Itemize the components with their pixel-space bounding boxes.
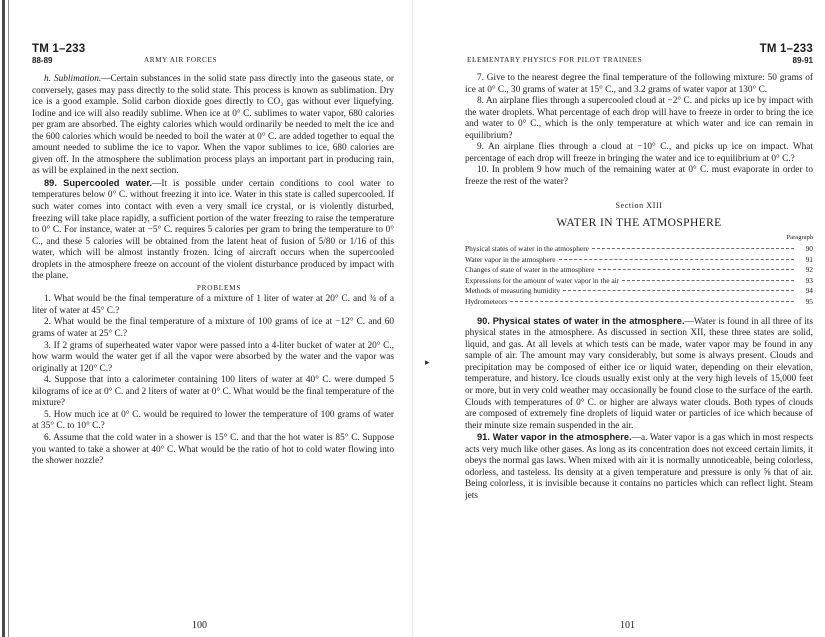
toc-row <box>465 244 813 255</box>
problem-item: 10. In problem 9 how much of the remaining water at 0° C. must evaporate in order to freeze the rest of the water? <box>465 165 813 187</box>
problem-item: 8. An airplane flies through a supercooled cloud at −2° C. and picks up ice by impact with the water droplets. What percentage of each drop will have to freeze in order to bring the ice and water to 0° C., which is the only temperature at which water and ice can remain in equilibrium? <box>465 96 813 141</box>
problem-item: 9. An airplane flies through a cloud at −10° C., and picks up ice on impact. What percentage of each drop will freeze in bringing the water and ice to equilibrium at 0° C.? <box>465 142 813 164</box>
running-head: ARMY AIR FORCES <box>144 56 218 64</box>
paragraph-title: 91. Water vapor in the atmosphere. <box>477 432 632 443</box>
paragraph-label: h. Sublimation. <box>44 74 102 84</box>
problem-item: 4. Suppose that into a calorimeter containing 100 liters of water at 40° C. were dumped 5 kilograms of ice at 0° C. and 2 liters of water at 0° C. What would be the final temperature of the mixture? <box>32 375 394 409</box>
toc-number: 90 <box>805 244 813 254</box>
page-number: 101 <box>620 620 635 631</box>
problem-item: 2. What would be the final temperature of a mixture of 100 grams of ice at −12° C. and 60 grams of water at 25° C.? <box>32 317 394 340</box>
binding-edge-shadow <box>8 0 9 637</box>
toc-label: Methods of measuring humidity <box>465 286 561 296</box>
scan-speck: ▸ <box>425 357 430 367</box>
toc-row <box>465 265 813 276</box>
right-page <box>465 0 813 637</box>
paragraph-text: —Water is found in all three of its physical states in the atmosphere. As discussed in section XII, these three states are solid, liquid, and gas. At all levels at which tests can be made, water vapor may be found in any sample of air. The amount may vary considerably, but some is always present. Clouds and precipitation may be composed of either ice or liquid water, depending on their elevation, temperature, and history. Ice clouds usually exist only at the very high levels of 15,000 feet or more, but in very cold weather may occasionally be found close to the surface of the earth. Clouds with temperatures of 0° C. or higher are always water clouds. Both types of clouds are composed of extremely fine droplets of liquid water or particles of ice which because of their minute size remain suspended in the air. <box>465 316 813 431</box>
paragraph-text: —a. Water vapor is a gas which in most respects acts very much like other gases. As long as its concentration does not exceed certain limits, it obeys the normal gas laws. When mixed with air it is normally unnoticeable, being colorless, odorless, and tasteless. Its density at a given temperature and pressure is only ⅝ that of air. Being colorless, it is invisible because it contains no particles which can reflect light. Steam jets <box>465 433 813 501</box>
left-page-body <box>32 74 394 468</box>
toc-leader <box>592 248 794 249</box>
section-title: WATER IN THE ATMOSPHERE <box>556 217 722 230</box>
toc-leader <box>510 301 794 302</box>
running-head: ELEMENTARY PHYSICS FOR PILOT TRAINEES <box>467 56 643 64</box>
tm-number: TM 1–233 <box>759 43 813 55</box>
toc-label: Changes of state of water in the atmosphere <box>465 265 595 275</box>
toc-row <box>465 297 813 308</box>
toc-number: 91 <box>805 254 813 264</box>
table-of-contents <box>465 244 813 308</box>
left-page <box>32 0 394 637</box>
toc-number: 92 <box>805 265 813 275</box>
toc-number: 95 <box>805 297 813 307</box>
paragraph-range: 89-91 <box>792 56 813 65</box>
problem-item: 3. If 2 grams of superheated water vapor were passed into a 4-liter bucket of water at 20° C., how warm would the water get if all the vapor were absorbed by the water and the vapor was originally at 120° C.? <box>32 340 394 374</box>
paragraph-title: 90. Physical states of water in the atmosphere. <box>477 315 685 326</box>
problem-item: 1. What would be the final temperature of a mixture of 1 liter of water at 20° C. and ¾ of a liter of water at 45° C.? <box>32 294 394 316</box>
paragraph-range: 88-89 <box>32 56 53 65</box>
toc-label: Hydrometeors <box>465 297 508 307</box>
paragraph-title: 89. Supercooled water. <box>44 177 153 188</box>
problems-heading: PROBLEMS <box>196 283 242 292</box>
toc-row <box>465 276 813 287</box>
problem-item: 5. How much ice at 0° C. would be required to lower the temperature of 100 grams of water at 35° C. to 10° C.? <box>32 409 394 432</box>
page-gutter <box>412 0 413 637</box>
paragraph-91 <box>465 432 813 502</box>
page-number: 100 <box>192 620 207 631</box>
toc-number: 93 <box>805 275 813 285</box>
problem-item: 7. Give to the nearest degree the final temperature of the following mixture: 50 grams of ice at 0° C., 30 grams of water at 15° C., and 3.2 grams of water vapor at 130° C. <box>465 73 813 95</box>
section-label: Section XIII <box>615 201 663 211</box>
problem-item: 6. Assume that the cold water in a shower is 15° C. and that the hot water is 85° C. Suppose you wanted to take a shower at 40° C. What would be the ratio of hot to cold water flowing into the shower nozzle? <box>32 432 394 467</box>
tm-number: TM 1–233 <box>32 43 86 55</box>
toc-leader <box>598 269 795 270</box>
toc-row <box>465 286 813 297</box>
paragraph-89 <box>32 178 394 283</box>
toc-label: Expressions for the amount of water vapor in the air <box>465 275 620 285</box>
right-page-body <box>465 73 813 502</box>
toc-label: Water vapor in the atmosphere <box>465 254 556 264</box>
toc-leader <box>563 290 794 291</box>
toc-header: Paragraph <box>786 233 813 241</box>
paragraph-90 <box>465 316 813 432</box>
paragraph-sublimation <box>32 74 394 178</box>
paragraph-text: —Certain substances in the solid state pass directly into the gaseous state, or conversely, gases may pass directly to the solid state. This process is known as sublimation. Dry ice is a good example. Solid carbon dioxide goes directly to CO₂ gas without ever liquefying. Iodine and ice will also readily sublime. When ice at 0° C. sublimes to water vapor, 680 calories per gram are absorbed. The eighty calories which would ordinarily be needed to melt the ice and the 600 calories which would be needed to boil the water at 0° C. are added together to equal the amount needed to sublime the ice to vapor. When the vapor sublimes to ice, 680 calories are given off. In the atmosphere the sublimation process plays an important part in producing rain, as will be explained in the next section. <box>32 74 394 177</box>
paragraph-text: —It is possible under certain conditions to cool water to temperatures below 0° C. without freezing it into ice. Water in this state is called supercooled. If such water comes into contact with even a very small ice crystal, or is violently disturbed, freezing will take place rapidly, a sufficient portion of the water freezing to raise the temperature to 0° C. For instance, water at −5° C. requires 5 calories per gram to bring the temperature to 0° C., and these 5 calories will be obtained from the latent heat of fusion of 5/80 or 1/16 of this water, which will be almost instantly frozen. Icing of aircraft occurs when the supercooled droplets in the atmosphere freeze on account of the violent disturbance produced by impact with the plane. <box>32 178 394 282</box>
toc-number: 94 <box>805 286 813 296</box>
toc-label: Physical states of water in the atmosphere <box>465 244 589 254</box>
toc-leader <box>559 259 794 260</box>
binding-edge <box>2 0 5 637</box>
toc-row <box>465 255 813 266</box>
toc-leader <box>622 280 794 281</box>
